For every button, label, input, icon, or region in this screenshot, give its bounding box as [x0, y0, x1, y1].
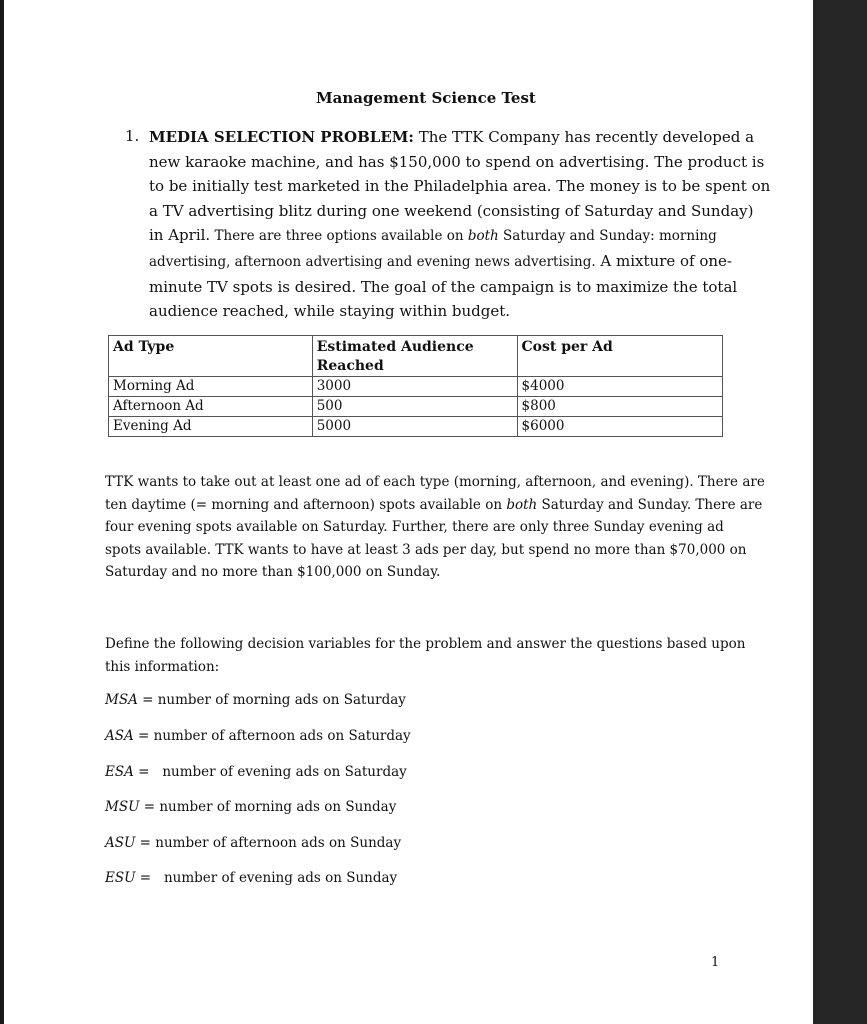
- problem-text: in April.: [149, 226, 211, 245]
- constraint-text-italic: both: [506, 496, 538, 513]
- variable-definition: [105, 870, 397, 886]
- variable-def: = number of afternoon ads on Saturday: [133, 728, 411, 744]
- variable-definition: [105, 728, 411, 744]
- variable-definition: [105, 692, 406, 708]
- table-cell: Evening Ad: [109, 417, 313, 437]
- table-header-row: [109, 336, 723, 377]
- problem-line: [149, 125, 755, 150]
- variable-name: ESA: [105, 764, 134, 780]
- question-number: 1.: [125, 127, 140, 145]
- constraint-line: spots available. TTK wants to have at least 3 ads per day, but spend no more than $70,000 on: [105, 541, 747, 558]
- table-cell: $800: [517, 397, 722, 417]
- problem-line: [149, 223, 729, 249]
- problem-line-text: The TTK Company has recently developed a: [418, 128, 755, 146]
- problem-line: to be initially test marketed in the Philadelphia area. The money is to be spent on: [149, 177, 771, 196]
- table-cell: $6000: [517, 417, 722, 437]
- problem-line: audience reached, while staying within budget.: [149, 302, 511, 321]
- ad-table: [108, 335, 723, 437]
- variable-name: ESU: [105, 870, 136, 886]
- problem-text-italic: both: [467, 228, 499, 245]
- scrollbar[interactable]: [813, 0, 867, 1024]
- table-cell: $4000: [517, 377, 722, 397]
- define-paragraph: [105, 633, 746, 678]
- variable-name: MSA: [105, 692, 138, 708]
- variable-definition: [105, 799, 396, 815]
- problem-line: a TV advertising blitz during one weekend (consisting of Saturday and Sunday): [149, 201, 754, 220]
- variable-def: = number of evening ads on Saturday: [133, 764, 407, 780]
- constraint-line: [105, 494, 763, 517]
- table-cell: Morning Ad: [109, 377, 313, 397]
- table-row: [109, 397, 723, 417]
- problem-line: [149, 249, 732, 275]
- table-cell: 500: [312, 397, 517, 417]
- constraint-line: four evening spots available on Saturday. Further, there are only three Sunday evening ad: [105, 519, 724, 535]
- table-cell: 5000: [312, 417, 517, 437]
- problem-line: new karaoke machine, and has $150,000 to spend on advertising. The product is: [149, 152, 765, 171]
- table-cell: Afternoon Ad: [109, 397, 313, 417]
- variable-def: = number of evening ads on Sunday: [135, 870, 398, 886]
- constraint-text: ten daytime (= morning and afternoon) spots available on: [105, 496, 507, 513]
- variable-def: = number of afternoon ads on Sunday: [135, 835, 402, 851]
- table-cell: 3000: [312, 377, 517, 397]
- page-number: 1: [711, 955, 720, 970]
- constraint-line: TTK wants to take out at least one ad of each type (morning, afternoon, and evening). There are: [105, 474, 765, 490]
- define-line: Define the following decision variables for the problem and answer the questions based upon: [105, 636, 746, 652]
- variable-name: MSU: [105, 799, 140, 815]
- variable-definition: [105, 835, 401, 851]
- document-title: Management Science Test: [316, 89, 536, 107]
- variable-definition: [105, 764, 407, 780]
- problem-paragraph: [149, 125, 771, 324]
- problem-text: advertising, afternoon advertising and evening news advertising.: [149, 253, 596, 270]
- table-row: [109, 417, 723, 437]
- variable-name: ASA: [105, 728, 134, 744]
- problem-line: minute TV spots is desired. The goal of the campaign is to maximize the total: [149, 277, 738, 296]
- table-row: [109, 377, 723, 397]
- problem-heading: MEDIA SELECTION PROBLEM:: [149, 128, 414, 146]
- problem-text: There are three options available on: [210, 228, 468, 245]
- constraint-line: Saturday and no more than $100,000 on Sunday.: [105, 564, 441, 580]
- variable-def: = number of morning ads on Sunday: [139, 799, 397, 815]
- constraints-paragraph: [105, 471, 765, 584]
- variable-name: ASU: [105, 835, 136, 851]
- table-header: Estimated Audience Reached: [312, 336, 517, 377]
- constraint-text: Saturday and Sunday. There are: [537, 496, 763, 513]
- problem-text: Saturday and Sunday: morning: [498, 228, 717, 245]
- table-header: Ad Type: [109, 336, 313, 377]
- variable-def: = number of morning ads on Saturday: [137, 692, 406, 708]
- problem-text: A mixture of one-: [595, 251, 732, 270]
- table-header: Cost per Ad: [517, 336, 722, 377]
- define-line: this information:: [105, 658, 220, 675]
- document-page: [4, 0, 813, 1024]
